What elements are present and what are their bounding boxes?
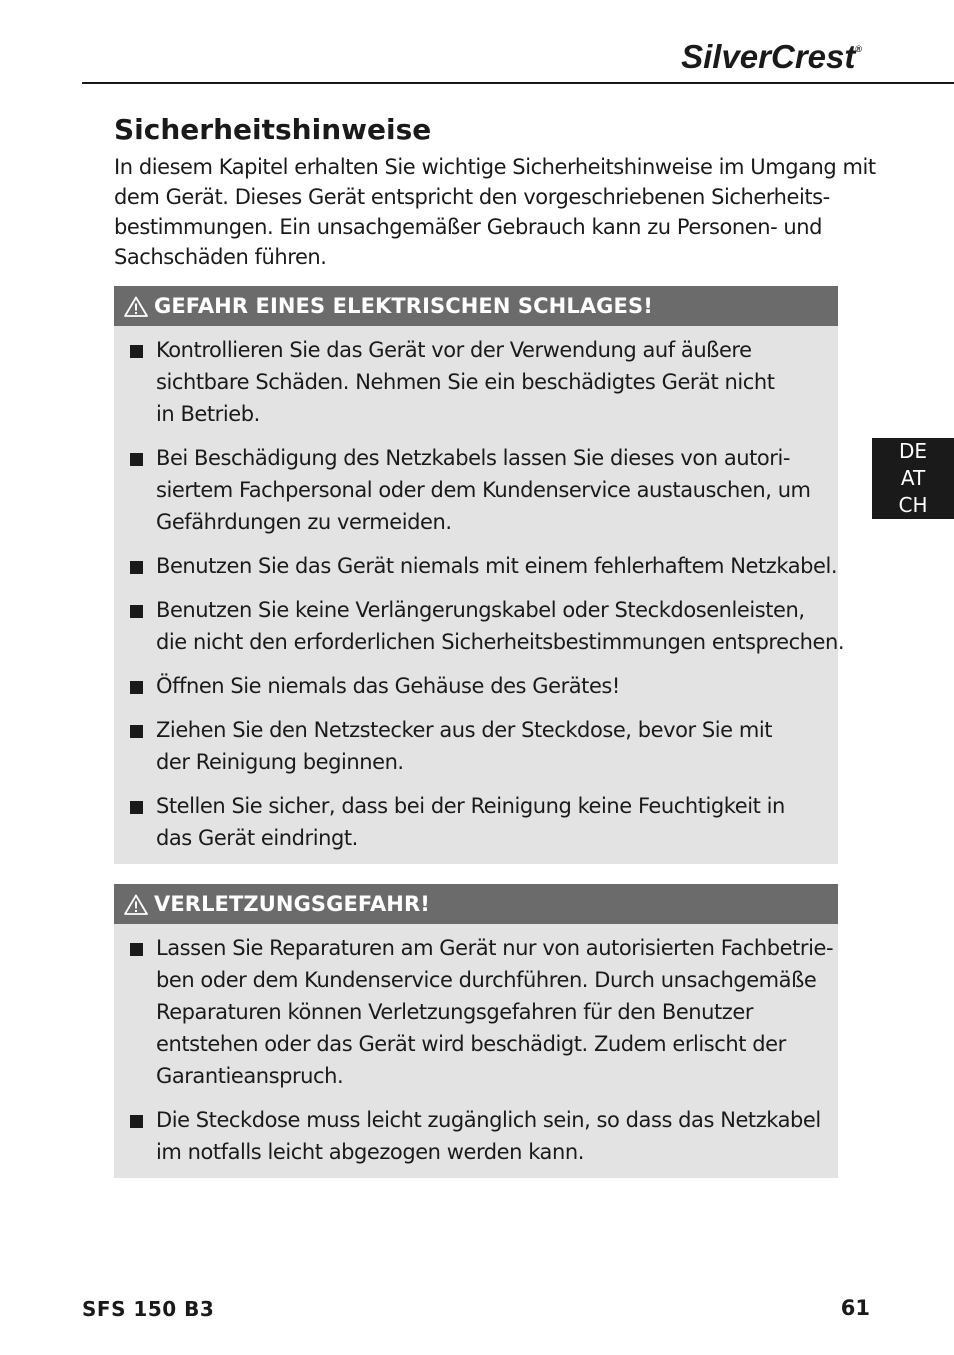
warning-title: GEFAHR EINES ELEKTRISCHEN SCHLAGES!	[154, 294, 653, 318]
square-bullet-icon	[130, 453, 143, 466]
list-item-line: Kontrollieren Sie das Gerät vor der Verwendung auf äußere	[156, 338, 752, 362]
list-item-line: Reparaturen können Verletzungsgefahren für den Benutzer	[156, 1000, 754, 1024]
list-item	[114, 334, 838, 430]
footer-model: SFS 150 B3	[82, 1297, 215, 1321]
list-item-line: das Gerät eindringt.	[156, 826, 358, 850]
warning-list	[114, 326, 845, 854]
list-item-line: entstehen oder das Gerät wird beschädigt. Zudem erlischt der	[156, 1032, 786, 1056]
list-item	[114, 442, 838, 538]
brand-name: SilverCrest	[681, 38, 856, 75]
intro-line: Sachschäden führen.	[114, 245, 327, 269]
list-item-line: Die Steckdose muss leicht zugänglich sein, so dass das Netzkabel	[156, 1108, 821, 1132]
list-item-line: in Betrieb.	[156, 402, 260, 426]
language-code: CH	[898, 493, 928, 517]
list-item-line: Lassen Sie Reparaturen am Gerät nur von autorisierten Fachbetrie-	[156, 936, 834, 960]
list-item-line: Garantieanspruch.	[156, 1064, 344, 1088]
list-item	[114, 594, 845, 658]
main-content	[114, 110, 876, 1178]
square-bullet-icon	[130, 943, 143, 956]
list-item	[114, 714, 838, 778]
warning-triangle-icon	[124, 296, 148, 317]
list-item-line: Benutzen Sie keine Verlängerungskabel oder Steckdosenleisten,	[156, 598, 805, 622]
warning-header	[114, 884, 838, 924]
square-bullet-icon	[130, 801, 143, 814]
section-title: Sicherheitshinweise	[114, 113, 432, 146]
square-bullet-icon	[130, 561, 143, 574]
language-code: DE	[898, 439, 928, 463]
square-bullet-icon	[130, 1115, 143, 1128]
list-item-line: Ziehen Sie den Netzstecker aus der Steckdose, bevor Sie mit	[156, 718, 773, 742]
list-item	[114, 550, 838, 582]
header-rule	[82, 82, 954, 84]
list-item-line: ben oder dem Kundenservice durchführen. Durch unsachgemäße	[156, 968, 817, 992]
list-item-line: Benutzen Sie das Gerät niemals mit einem fehlerhaftem Netzkabel.	[156, 554, 838, 578]
warning-list	[114, 924, 838, 1168]
list-item-line: Gefährdungen zu vermeiden.	[156, 510, 452, 534]
intro-line: bestimmungen. Ein unsachgemäßer Gebrauch kann zu Personen- und	[114, 215, 823, 239]
warning-box-electric-shock	[114, 286, 845, 864]
intro-paragraph	[114, 152, 876, 272]
list-item-line: Stellen Sie sicher, dass bei der Reinigung keine Feuchtigkeit in	[156, 794, 785, 818]
square-bullet-icon	[130, 681, 143, 694]
warning-header	[114, 286, 838, 326]
list-item-line: sichtbare Schäden. Nehmen Sie ein beschädigtes Gerät nicht	[156, 370, 775, 394]
list-item-line: siertem Fachpersonal oder dem Kundenservice austauschen, um	[156, 478, 811, 502]
registered-mark: ®	[855, 44, 862, 54]
square-bullet-icon	[130, 605, 143, 618]
list-item-line: Bei Beschädigung des Netzkabels lassen Sie dieses von autori-	[156, 446, 790, 470]
list-item	[114, 790, 838, 854]
list-item	[114, 1104, 838, 1168]
square-bullet-icon	[130, 725, 143, 738]
list-item-line: der Reinigung beginnen.	[156, 750, 404, 774]
list-item-line: Öffnen Sie niemals das Gehäuse des Gerätes!	[156, 674, 620, 698]
list-item	[114, 932, 838, 1092]
square-bullet-icon	[130, 345, 143, 358]
language-tab	[872, 438, 954, 519]
list-item-line: im notfalls leicht abgezogen werden kann.	[156, 1140, 584, 1164]
intro-line: In diesem Kapitel erhalten Sie wichtige Sicherheitshinweise im Umgang mit	[114, 155, 876, 179]
warning-box-injury	[114, 884, 838, 1178]
list-item-line: die nicht den erforderlichen Sicherheitsbestimmungen entsprechen.	[156, 630, 845, 654]
language-code: AT	[900, 466, 926, 490]
page-number: 61	[840, 1296, 870, 1320]
list-item	[114, 670, 838, 702]
warning-triangle-icon	[124, 894, 148, 915]
intro-line: dem Gerät. Dieses Gerät entspricht den vorgeschriebenen Sicherheits-	[114, 185, 830, 209]
brand-logo	[681, 38, 862, 76]
warning-title: VERLETZUNGSGEFAHR!	[154, 892, 430, 916]
